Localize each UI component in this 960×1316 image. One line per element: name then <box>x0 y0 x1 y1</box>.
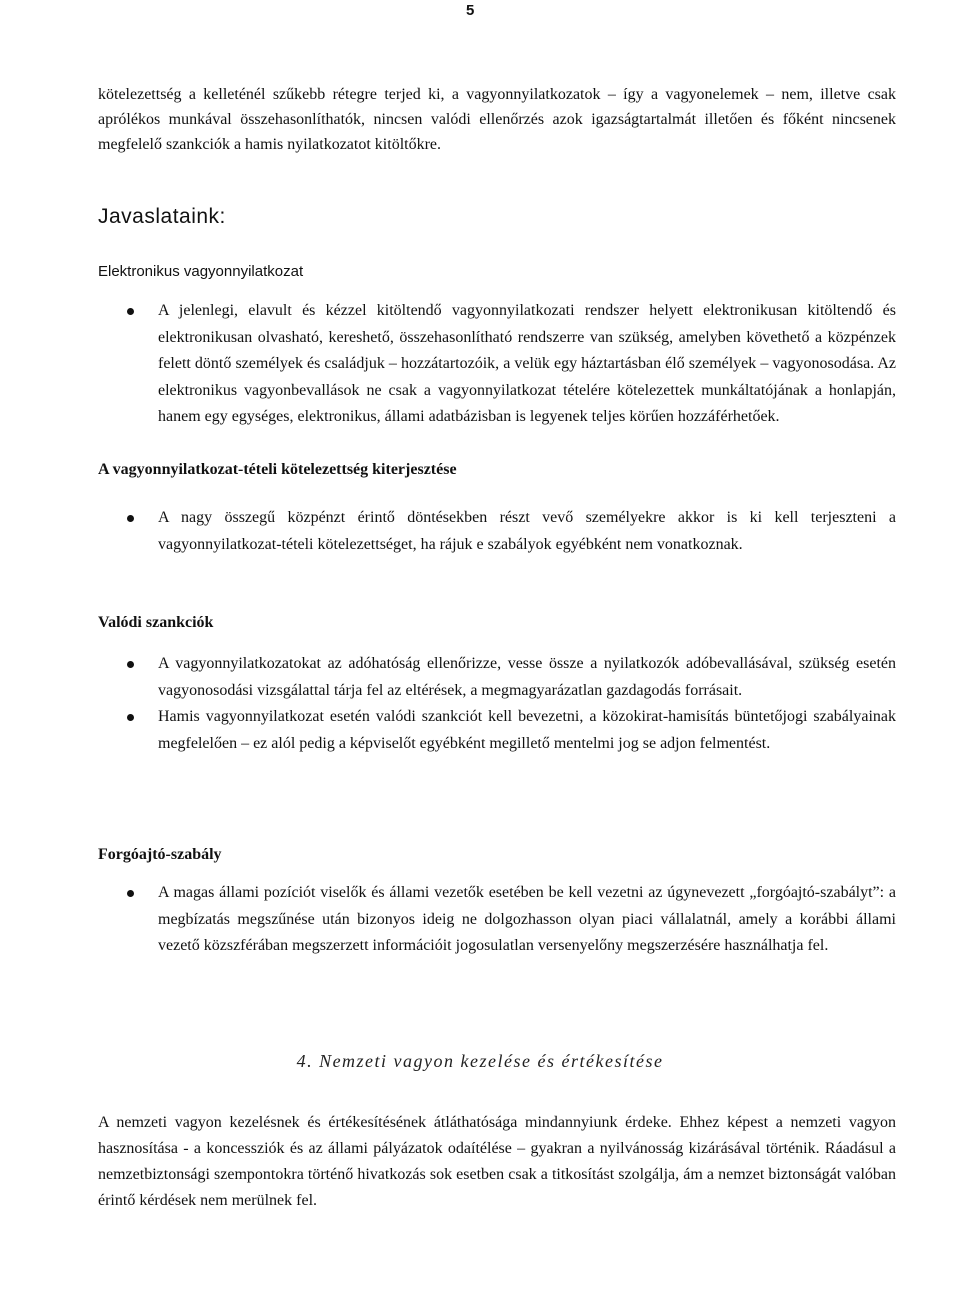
list-item <box>98 704 896 757</box>
main-heading: Javaslataink: <box>98 205 226 228</box>
closing-paragraph: A nemzeti vagyon kezelésnek és értékesítésének átláthatósága mindannyiunk érdeke. Ehhez képest a nemzeti vagyon hasznosítása - a koncessziók és az állami pályázatok odaítélése – gyakran a nyilvánosság kizárásával történik. Ráadásul a nemzetbiztonsági szempontokra történő hivatkozás sok esetben csak a titkosítást szolgálja, ám a nemzet biztonságát valóban érintő kérdések nem merülnek fel. <box>98 1114 896 1209</box>
bullet-list-kiterjesztes <box>98 505 896 558</box>
bullet-icon <box>127 515 134 522</box>
bullet-list-szankciok <box>98 651 896 757</box>
section-title: 4. Nemzeti vagyon kezelése és értékesítése <box>296 1051 664 1071</box>
page-number: 5 <box>466 2 475 19</box>
bullet-icon <box>127 890 134 897</box>
section-heading-kiterjesztes: A vagyonnyilatkozat-tételi kötelezettség kiterjesztése <box>98 461 457 478</box>
list-item <box>98 505 896 558</box>
bullet-list-elektronikus <box>98 298 896 431</box>
bullet-icon <box>127 661 134 668</box>
bullet-text: A nagy összegű közpénzt érintő döntésekben részt vevő személyekre akkor is ki kell terjeszteni a vagyonnyilatkozat-tételi kötelezettséget, ha rájuk e szabályok egyébként nem vonatkoznak. <box>158 509 896 553</box>
list-item <box>98 880 896 960</box>
list-item <box>98 298 896 431</box>
bullet-icon <box>127 714 134 721</box>
list-item <box>98 651 896 704</box>
bullet-text: A vagyonnyilatkozatokat az adóhatóság ellenőrizze, vesse össze a nyilatkozók adóbevallásával, szükség esetén vagyonosodási vizsgálattal tárja fel az eltérések, a megmagyarázatlan gazdagodás forrásait. <box>158 655 896 699</box>
bullet-list-forgoajto <box>98 880 896 960</box>
section-heading-forgoajto: Forgóajtó-szabály <box>98 846 222 863</box>
section-heading-elektronikus: Elektronikus vagyonnyilatkozat <box>98 263 304 280</box>
bullet-icon <box>127 308 134 315</box>
bullet-text: Hamis vagyonnyilatkozat esetén valódi szankciót kell bevezetni, a közokirat-hamisítás büntetőjogi szabályainak megfelelően – ez alól pedig a képviselőt egyébként megillető mentelmi jog se adjon felmentést. <box>158 708 896 752</box>
intro-paragraph: kötelezettség a kelleténél szűkebb rétegre terjed ki, a vagyonnyilatkozatok – így a vagyonelemek – nem, illetve csak aprólékos munkával összehasonlíthatók, nincsen valódi ellenőrzés azok igazságtartalmát illetően és főként nincsenek megfelelő szankciók a hamis nyilatkozatot kitöltőkre. <box>98 86 896 153</box>
bullet-text: A magas állami pozíciót viselők és állami vezetők esetében be kell vezetni az úgynevezett „forgóajtó-szabályt”: a megbízatás megszűnése után bizonyos ideig ne dolgozhasson olyan piaci vállalatnál, amely a korábbi állami vezető közszférában megszerzett információit jogosulatlan versenyelőny megszerzésére használhatja fel. <box>158 884 896 954</box>
section-heading-szankciok: Valódi szankciók <box>98 614 214 631</box>
bullet-text: A jelenlegi, elavult és kézzel kitöltendő vagyonnyilatkozati rendszer helyett elektronikusan kitöltendő és elektronikusan olvasható, kereshető, összehasonlítható rendszerre van szükség, amelyben követhető a közpénzek felett döntő személyek és családjuk – hozzátartozóik, a velük egy háztartásban élő személyek – vagyonosodása. Az elektronikus vagyonbevallások ne csak a vagyonnyilatkozat tételére kötelezettek munkáltatójának a honlapján, hanem egy egységes, elektronikus, állami adatbázisban is legyenek teljes körűen hozzáférhetőek. <box>158 302 896 425</box>
